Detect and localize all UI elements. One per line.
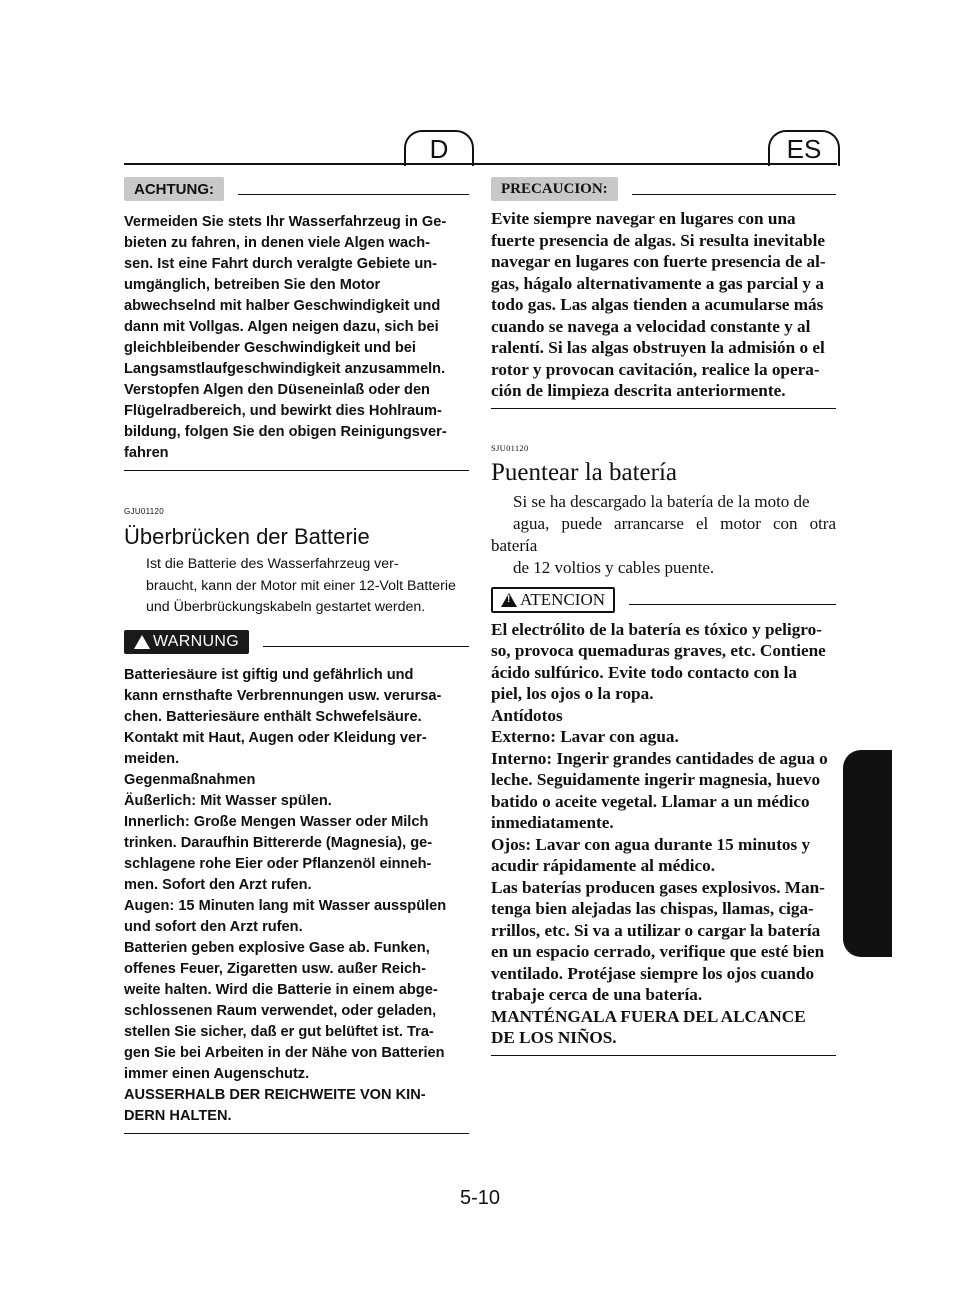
- text-line: Externo: Lavar con agua.: [491, 727, 679, 746]
- text-line: umgänglich, betreiben Sie den Motor: [124, 277, 381, 293]
- text-line: Kontakt mit Haut, Augen oder Kleidung ver-: [124, 729, 427, 746]
- text-line: ción de limpieza descrita anteriormente.: [491, 381, 786, 400]
- text-line: Innerlich: Große Mengen Wasser oder Milch: [124, 813, 429, 830]
- warning-label-rule: [263, 646, 469, 647]
- text-line: navegar en lugares con fuerte presencia de al-: [491, 252, 826, 271]
- warning-text: [491, 619, 836, 1049]
- text-line: trinken. Daraufhin Bittererde (Magnesia), ge-: [124, 834, 433, 851]
- warning-label-rule: [629, 604, 836, 605]
- text-line: Interno: Ingerir grandes cantidades de agua o: [491, 748, 828, 768]
- section-body: [491, 491, 836, 579]
- section-title: Überbrücken der Batterie: [124, 524, 370, 549]
- caution-label: PRECAUCION:: [491, 177, 618, 201]
- warning-label-row: [124, 629, 469, 655]
- warning-text: [124, 665, 469, 1127]
- text-line: kann ernsthafte Verbrennungen usw. verursa-: [124, 687, 442, 704]
- text-line: Langsamstlaufgeschwindigkeit anzusammeln.: [124, 361, 446, 377]
- language-tab-spanish: [768, 130, 840, 166]
- chapter-side-tab: [843, 750, 892, 957]
- text-line: ralentí. Si las algas obstruyen la admisión o el: [491, 338, 825, 357]
- text-line: Batterien geben explosive Gase ab. Funken,: [124, 939, 430, 956]
- text-line: gleichbleibender Geschwindigkeit und bei: [124, 340, 416, 356]
- text-line: Gegenmaßnahmen: [124, 771, 256, 788]
- warning-triangle-icon: [134, 635, 150, 649]
- text-line: piel, los ojos o la ropa.: [491, 684, 654, 703]
- text-line: und sofort den Arzt rufen.: [124, 918, 303, 935]
- text-line: abwechselnd mit halber Geschwindigkeit und: [124, 298, 441, 314]
- caution-label-row: [491, 176, 836, 202]
- caution-end-rule: [491, 408, 836, 409]
- text-line: Las baterías producen gases explosivos. Man-: [491, 877, 825, 897]
- text-line: trabaje cerca de una batería.: [491, 985, 703, 1004]
- text-line: stellen Sie sicher, daß er gut belüftet ist. Tra-: [124, 1023, 434, 1040]
- caution-label-rule: [238, 194, 469, 195]
- text-line: immer einen Augenschutz.: [124, 1065, 310, 1082]
- text-line: braucht, kann der Motor mit einer 12-Volt Batterie: [146, 577, 456, 594]
- text-line: Flügelradbereich, und bewirkt dies Hohlraum-: [124, 403, 442, 419]
- section-body: [124, 554, 469, 619]
- text-line: so, provoca quemaduras graves, etc. Contiene: [491, 641, 826, 660]
- text-line: cuando se navega a velocidad constante y al: [491, 316, 811, 336]
- text-line: DE LOS NIÑOS.: [491, 1028, 617, 1047]
- text-line: Ist die Batterie des Wasserfahrzeug ver-: [146, 556, 399, 572]
- text-line: DERN HALTEN.: [124, 1107, 232, 1124]
- text-line: dann mit Vollgas. Algen neigen dazu, sich bei: [124, 319, 439, 335]
- warning-label-text: WARNUNG: [153, 632, 239, 650]
- text-line: Äußerlich: Mit Wasser spülen.: [124, 792, 332, 809]
- text-line: AUSSERHALB DER REICHWEITE VON KIN-: [124, 1086, 426, 1103]
- text-line: Augen: 15 Minuten lang mit Wasser ausspülen: [124, 897, 447, 914]
- text-line: El electrólito de la batería es tóxico y peligro-: [491, 619, 822, 639]
- text-line: ácido sulfúrico. Evite todo contacto con la: [491, 662, 798, 682]
- section-title: Puentear la batería: [491, 458, 678, 486]
- caution-label-row: [124, 176, 469, 202]
- text-line: schlagene rohe Eier oder Pflanzenöl einneh-: [124, 855, 432, 872]
- language-tab-german-label: D: [429, 133, 449, 164]
- language-tab-german: [404, 130, 474, 166]
- text-line: todo gas. Las algas tienden a acumularse más: [491, 295, 824, 314]
- warning-label-text: ATENCION: [520, 589, 605, 609]
- text-line: und Überbrückungskabeln gestartet werden.: [146, 599, 426, 615]
- text-line: Batteriesäure ist giftig und gefährlich und: [124, 666, 414, 683]
- text-line: acudir rápidamente al médico.: [491, 856, 716, 875]
- text-line: bieten zu fahren, in denen viele Algen wach-: [124, 235, 430, 251]
- text-line: fahren: [124, 445, 169, 461]
- text-line: rotor y provocan cavitación, realice la opera-: [491, 359, 820, 379]
- warning-label: [124, 630, 249, 654]
- caution-text: [491, 208, 836, 402]
- warning-triangle-icon: [501, 593, 517, 607]
- text-line: MANTÉNGALA FUERA DEL ALCANCE: [491, 1006, 806, 1026]
- section-code: GJU01120: [124, 507, 165, 516]
- warning-label-row: [491, 587, 836, 613]
- text-line: bildung, folgen Sie den obigen Reinigungsver-: [124, 424, 447, 440]
- text-line: Evite siempre navegar en lugares con una: [491, 209, 796, 228]
- caution-label-rule: [632, 194, 836, 195]
- text-line: Si se ha descargado la batería de la moto de: [513, 491, 810, 511]
- text-line: schlossenen Raum verwendet, oder geladen,: [124, 1002, 437, 1019]
- warning-end-rule: [124, 1133, 469, 1134]
- text-line: sen. Ist eine Fahrt durch veralgte Gebiete un-: [124, 256, 438, 272]
- text-line: meiden.: [124, 750, 180, 767]
- text-line: ventilado. Protéjase siempre los ojos cuando: [491, 963, 815, 983]
- text-line: de 12 voltios y cables puente.: [513, 557, 715, 577]
- header-rule: [124, 163, 837, 165]
- text-line: batido o aceite vegetal. Llamar a un médico: [491, 791, 810, 811]
- section-code: SJU01120: [491, 442, 529, 453]
- text-line: inmediatamente.: [491, 813, 614, 832]
- spanish-column: [491, 176, 836, 1056]
- caution-label: ACHTUNG:: [124, 177, 224, 201]
- text-line: tenga bien alejadas las chispas, llamas, ciga-: [491, 899, 814, 918]
- language-tab-spanish-label: ES: [786, 133, 822, 164]
- text-line: men. Sofort den Arzt rufen.: [124, 876, 312, 893]
- text-line: Ojos: Lavar con agua durante 15 minutos y: [491, 834, 811, 854]
- text-line: gas, hágalo alternativamente a gas parcial y a: [491, 273, 824, 293]
- text-line: leche. Seguidamente ingerir magnesia, huevo: [491, 770, 821, 789]
- warning-label: [491, 587, 615, 613]
- text-line: chen. Batteriesäure enthält Schwefelsäure.: [124, 708, 422, 725]
- caution-end-rule: [124, 470, 469, 471]
- page-number: 5-10: [459, 1187, 501, 1209]
- text-line: weite halten. Wird die Batterie in einem abge-: [124, 981, 438, 998]
- text-line: agua, puede arrancarse el motor con otra batería: [491, 513, 836, 555]
- text-line: Verstopfen Algen den Düseneinlaß oder den: [124, 382, 430, 398]
- caution-text: [124, 212, 469, 464]
- text-line: rrillos, etc. Si va a utilizar o cargar la batería: [491, 920, 821, 940]
- text-line: Vermeiden Sie stets Ihr Wasserfahrzeug in Ge-: [124, 214, 447, 230]
- text-line: en un espacio cerrado, verifique que esté bien: [491, 942, 825, 961]
- text-line: offenes Feuer, Zigaretten usw. außer Reich-: [124, 960, 426, 977]
- german-column: [124, 176, 469, 1134]
- text-line: fuerte presencia de algas. Si resulta inevitable: [491, 230, 826, 250]
- warning-end-rule: [491, 1055, 836, 1056]
- text-line: Antídotos: [491, 705, 563, 725]
- text-line: gen Sie bei Arbeiten in der Nähe von Batterien: [124, 1044, 445, 1061]
